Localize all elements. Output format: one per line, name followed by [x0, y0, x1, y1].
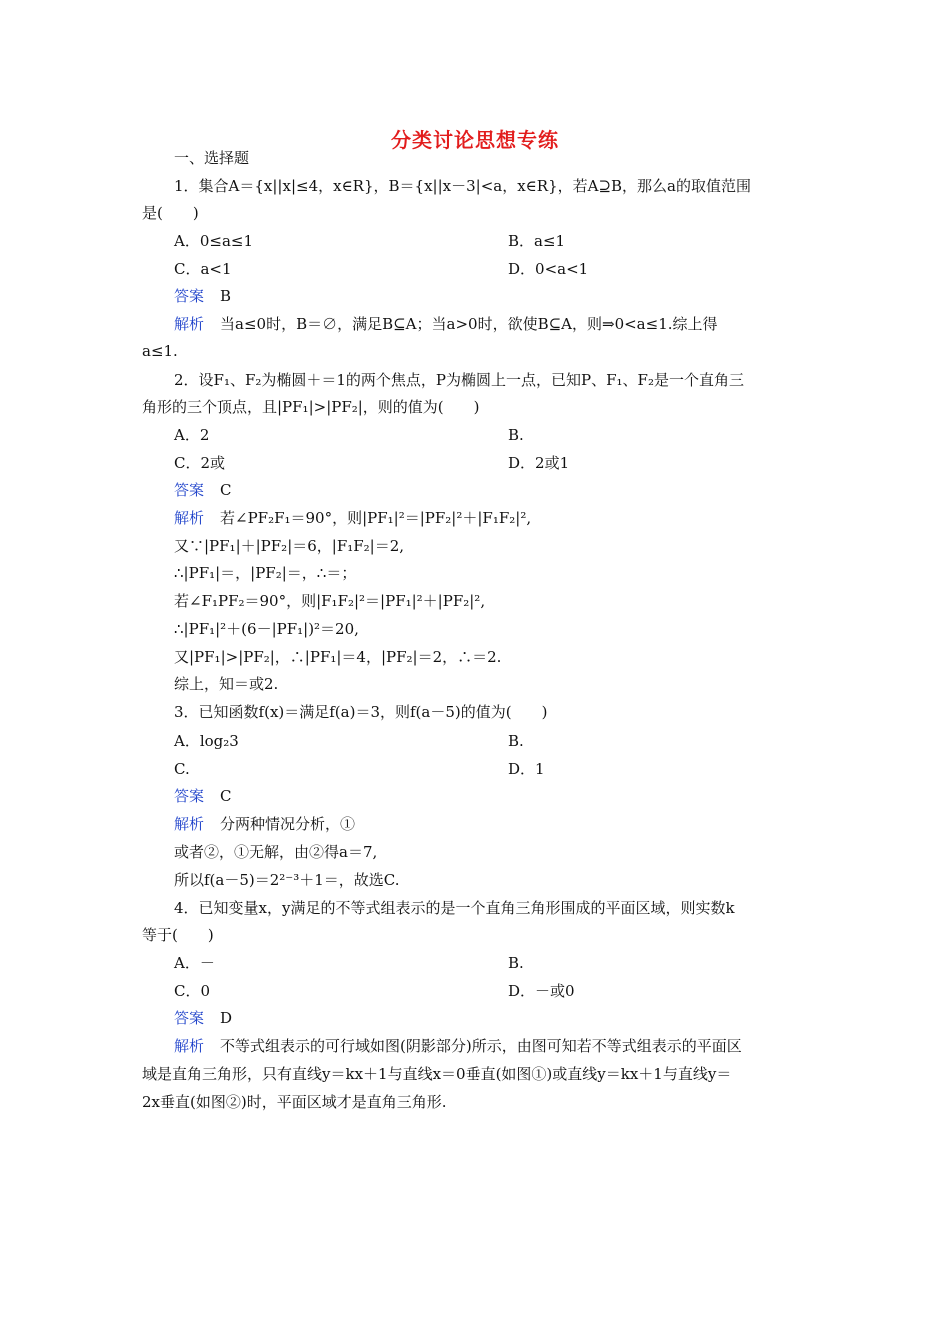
- answer-label: 答案: [174, 787, 205, 805]
- q3-option-b: B.: [508, 732, 524, 750]
- q3-option-c: C.: [174, 760, 190, 778]
- q3-option-a: A．log₂3: [174, 732, 239, 750]
- q2-analysis-line6: 又|PF₁|>|PF₂|，∴|PF₁|＝4，|PF₂|＝2，∴＝2.: [174, 648, 502, 666]
- q2-stem-line2: 角形的三个顶点，且|PF₁|>|PF₂|，则的值为( ): [142, 398, 480, 416]
- q4-analysis-line2: 域是直角三角形，只有直线y＝kx＋1与直线x＝0垂直(如图①)或直线y＝kx＋1与直线y＝: [142, 1065, 732, 1083]
- q4-analysis-line1: [174, 1036, 742, 1056]
- section-heading: 一、选择题: [174, 149, 250, 167]
- analysis-label: 解析: [174, 815, 205, 833]
- analysis-label: 解析: [174, 509, 205, 527]
- page-title: 分类讨论思想专练: [391, 128, 559, 152]
- q1-stem-line1: 1．集合A＝{x||x|≤4，x∈R}，B＝{x||x－3|<a，x∈R}，若A⊇B，那么a的取值范围: [174, 177, 751, 195]
- q2-option-b: B.: [508, 426, 524, 444]
- q3-stem: 3．已知函数f(x)＝满足f(a)＝3，则f(a－5)的值为( ): [174, 703, 548, 721]
- q2-analysis-line2: 又∵|PF₁|＋|PF₂|＝6，|F₁F₂|＝2,: [174, 537, 405, 555]
- q2-option-d: D．2或1: [508, 454, 570, 472]
- q2-option-a: A．2: [174, 426, 210, 444]
- q1-option-c: C．a<1: [174, 260, 232, 278]
- answer-label: 答案: [174, 481, 205, 499]
- q1-option-d: D．0<a<1: [508, 260, 589, 278]
- q1-option-b: B．a≤1: [508, 232, 566, 250]
- q1-option-a: A．0≤a≤1: [174, 232, 253, 250]
- q1-answer: [174, 286, 231, 306]
- q3-analysis-line1: [174, 814, 355, 834]
- answer-value: B: [220, 287, 232, 305]
- analysis-text: 若∠PF₂F₁＝90°，则|PF₁|²＝|PF₂|²＋|F₁F₂|²,: [220, 509, 532, 527]
- q2-analysis-line1: [174, 508, 531, 528]
- q2-answer: [174, 480, 232, 500]
- q4-option-b: B.: [508, 954, 524, 972]
- q3-analysis-line3: 所以f(a－5)＝2²⁻³＋1＝，故选C.: [174, 871, 400, 889]
- q1-analysis-line2: a≤1.: [142, 342, 178, 360]
- q2-analysis-line4: 若∠F₁PF₂＝90°，则|F₁F₂|²＝|PF₁|²＋|PF₂|²,: [174, 592, 486, 610]
- q4-stem-line2: 等于( ): [142, 926, 214, 944]
- q3-answer: [174, 786, 232, 806]
- q2-analysis-line5: ∴|PF₁|²＋(6－|PF₁|)²＝20,: [174, 620, 359, 638]
- q2-stem-line1: 2．设F₁、F₂为椭圆＋＝1的两个焦点，P为椭圆上一点，已知P、F₁、F₂是一个直角三: [174, 371, 744, 389]
- answer-value: C: [220, 481, 232, 499]
- q4-option-c: C．0: [174, 982, 211, 1000]
- q1-stem-line2: 是( ): [142, 204, 199, 222]
- q3-option-d: D．1: [508, 760, 545, 778]
- analysis-label: 解析: [174, 1037, 205, 1055]
- q2-analysis-line7: 综上，知＝或2.: [174, 675, 279, 693]
- analysis-text: 当a≤0时，B＝∅，满足B⊆A；当a>0时，欲使B⊆A，则⇒0<a≤1.综上得: [220, 315, 718, 333]
- q4-option-a: A．－: [174, 954, 215, 972]
- answer-label: 答案: [174, 287, 205, 305]
- answer-value: C: [220, 787, 232, 805]
- q2-analysis-line3: ∴|PF₁|＝，|PF₂|＝，∴＝；: [174, 564, 357, 582]
- q4-analysis-line3: 2x垂直(如图②)时，平面区域才是直角三角形.: [142, 1093, 447, 1111]
- answer-label: 答案: [174, 1009, 205, 1027]
- q4-stem-line1: 4．已知变量x，y满足的不等式组表示的是一个直角三角形围成的平面区域，则实数k: [174, 899, 735, 917]
- analysis-text: 分两种情况分析，①: [220, 815, 356, 833]
- q4-answer: [174, 1008, 232, 1028]
- q2-option-c: C．2或: [174, 454, 226, 472]
- analysis-label: 解析: [174, 315, 205, 333]
- q3-analysis-line2: 或者②，①无解，由②得a＝7,: [174, 843, 378, 861]
- analysis-text: 不等式组表示的可行域如图(阴影部分)所示，由图可知若不等式组表示的平面区: [220, 1037, 742, 1055]
- q4-option-d: D．－或0: [508, 982, 575, 1000]
- q1-analysis-line1: [174, 314, 718, 334]
- answer-value: D: [220, 1009, 233, 1027]
